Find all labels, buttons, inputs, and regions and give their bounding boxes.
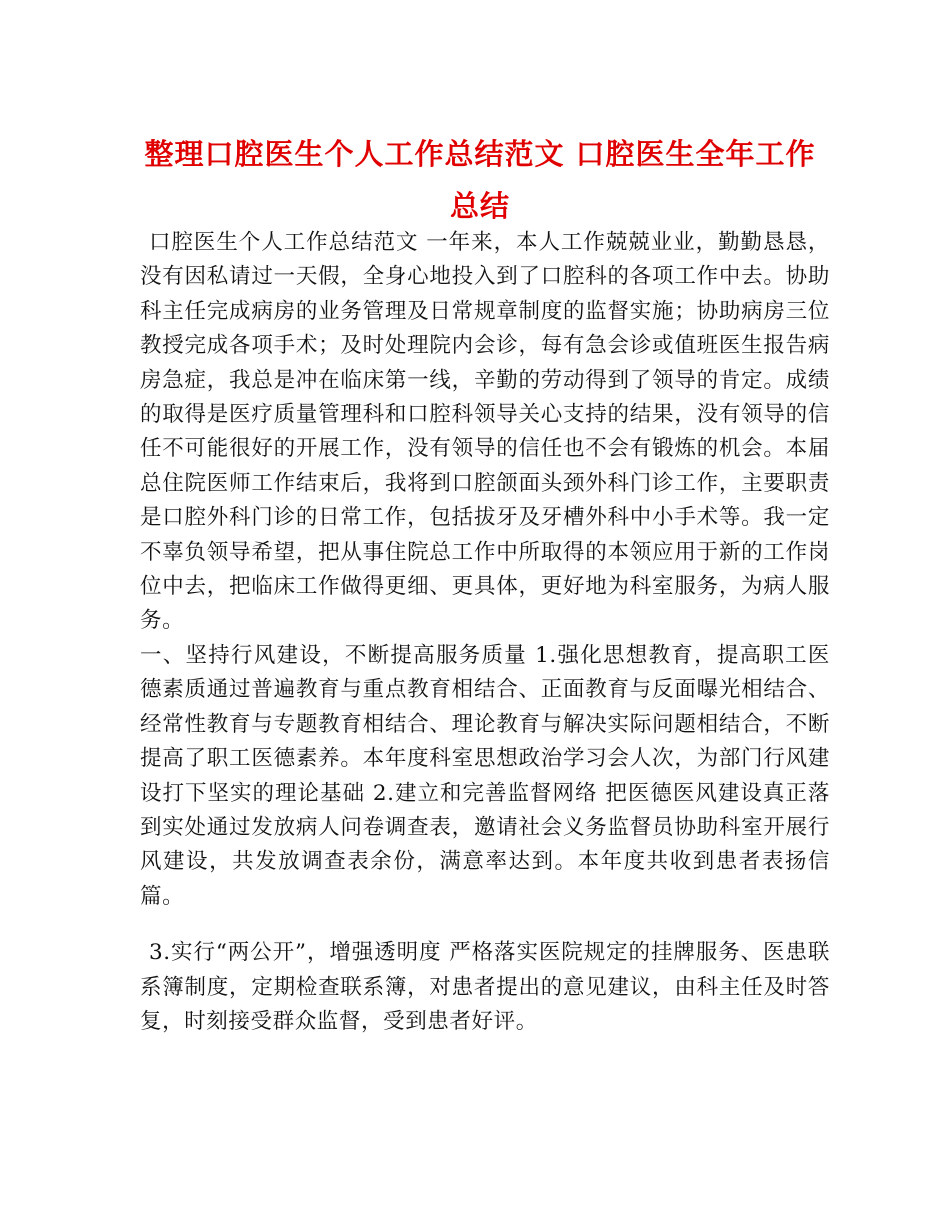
- document-title: 整理口腔医生个人工作总结范文 口腔医生全年工作总结: [144, 137, 816, 223]
- paragraph-item-three: 3.实行“两公开”，增强透明度 严格落实医院规定的挂牌服务、医患联系簿制度，定期检查联系簿，对患者提出的意见建议，由科主任及时答复，时刻接受群众监督，受到患者好评。: [140, 940, 830, 1034]
- paragraph-spacer: [140, 914, 830, 936]
- paragraph-section-one: 一、坚持行风建设，不断提高服务质量 1.强化思想教育，提高职工医德素质通过普遍教育与重点教育相结合、正面教育与反面曝光相结合、经常性教育与专题教育相结合、理论教育与解决实际问题相结合，不断提高了职工医德素养。本年度科室思想政治学习会人次，为部门行风建设打下坚实的理论基础 2.建立和完善监督网络 把医德医风建设真正落到实处通过发放病人问卷调查表，邀请社会义务监督员协助科室开展行风建设，共发放调查表余份，满意率达到。本年度共收到患者表扬信篇。: [140, 642, 830, 909]
- paragraph-intro: 口腔医生个人工作总结范文 一年来，本人工作兢兢业业，勤勤恳恳，没有因私请过一天假，全身心地投入到了口腔科的各项工作中去。协助科主任完成病房的业务管理及日常规章制度的监督实施；协助病房三位教授完成各项手术；及时处理院内会诊，每有急会诊或值班医生报告病房急症，我总是冲在临床第一线，辛勤的劳动得到了领导的肯定。成绩的取得是医疗质量管理科和口腔科领导关心支持的结果，没有领导的信任不可能很好的开展工作，没有领导的信任也不会有锻炼的机会。本届总住院医师工作结束后，我将到口腔颌面头颈外科门诊工作，主要职责是口腔外科门诊的日常工作，包括拔牙及牙槽外科中小手术等。我一定不辜负领导希望，把从事住院总工作中所取得的本领应用于新的工作岗位中去，把临床工作做得更细、更具体，更好地为科室服务，为病人服务。: [140, 230, 830, 634]
- document-body: [140, 226, 830, 1039]
